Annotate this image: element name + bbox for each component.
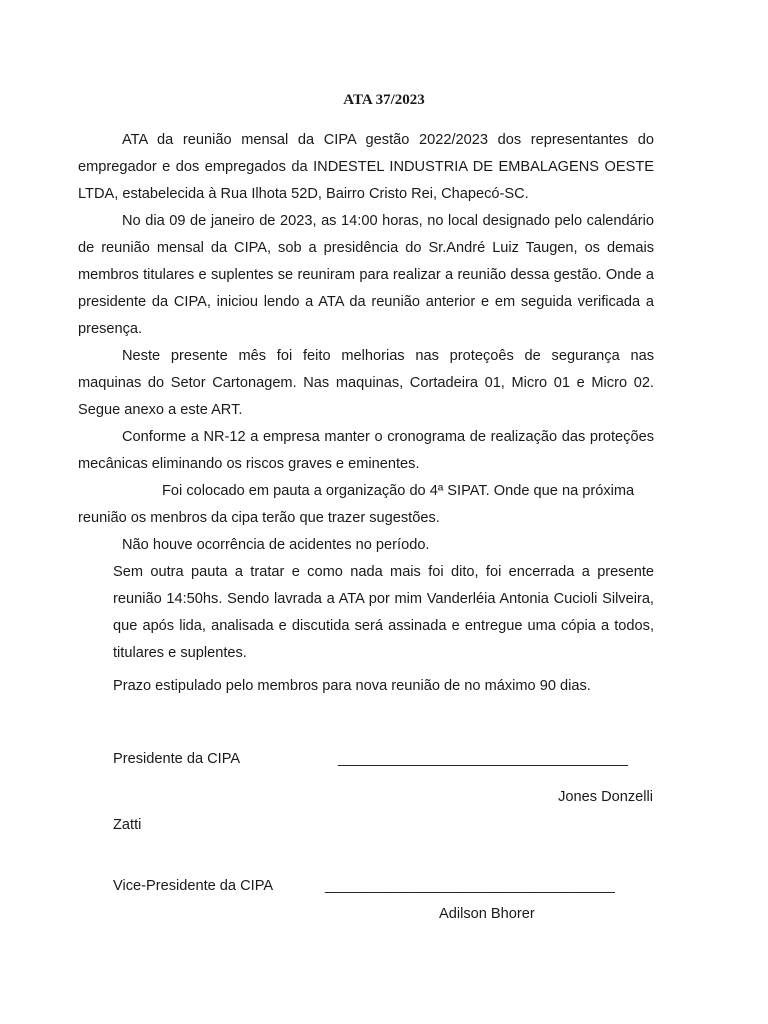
president-signature-line: ______________________________________ <box>338 751 628 767</box>
paragraph-intro: ATA da reunião mensal da CIPA gestão 2022/2023 dos representantes do empregador e dos empregados da INDESTEL INDUSTRIA DE EMBALAGENS OESTE LTDA, estabelecida à Rua Ilhota 52D, Bairro Cristo Rei, Chapecó-SC. <box>78 132 654 202</box>
paragraph-nr12: Conforme a NR-12 a empresa manter o cronograma de realização das proteções mecânicas eliminando os riscos graves e eminentes. <box>78 429 654 472</box>
vice-president-signature-line: ______________________________________ <box>325 878 615 894</box>
paragraph-no-accidents: Não houve ocorrência de acidentes no período. <box>122 537 430 553</box>
president-name: Jones Donzelli <box>558 789 653 805</box>
paragraph-closing: Sem outra pauta a tratar e como nada mais foi dito, foi encerrada a presente reunião 14:50hs. Sendo lavrada a ATA por mim Vanderléia Antonia Cucioli Silveira, que após lida, analisada e discutida será assinada e entregue uma cópia a todos, titulares e suplentes. <box>113 564 654 661</box>
president-name-continuation: Zatti <box>113 817 142 833</box>
paragraph-sipat: Foi colocado em pauta a organização do 4ª SIPAT. Onde que na próxima reunião os menbros da cipa terão que trazer sugestões. <box>78 483 635 526</box>
paragraph-improvements: Neste presente mês foi feito melhorias nas proteçoês de segurança nas maquinas do Setor Cartonagem. Nas maquinas, Cortadeira 01, Micro 01 e Micro 02. Segue anexo a este ART. <box>78 348 654 418</box>
vice-president-name: Adilson Bhorer <box>439 906 535 922</box>
paragraph-deadline: Prazo estipulado pelo membros para nova reunião de no máximo 90 dias. <box>113 678 591 694</box>
president-label: Presidente da CIPA <box>113 751 241 767</box>
document-body <box>78 127 654 667</box>
paragraph-meeting-date: No dia 09 de janeiro de 2023, as 14:00 horas, no local designado pelo calendário de reunião mensal da CIPA, sob a presidência do Sr.André Luiz Taugen, os demais membros titulares e suplentes se reuniram para realizar a reunião dessa gestão. Onde a presidente da CIPA, iniciou lendo a ATA da reunião anterior e em seguida verificada a presença. <box>78 213 654 337</box>
document-title: ATA 37/2023 <box>343 92 425 108</box>
vice-president-label: Vice-Presidente da CIPA <box>113 878 274 894</box>
